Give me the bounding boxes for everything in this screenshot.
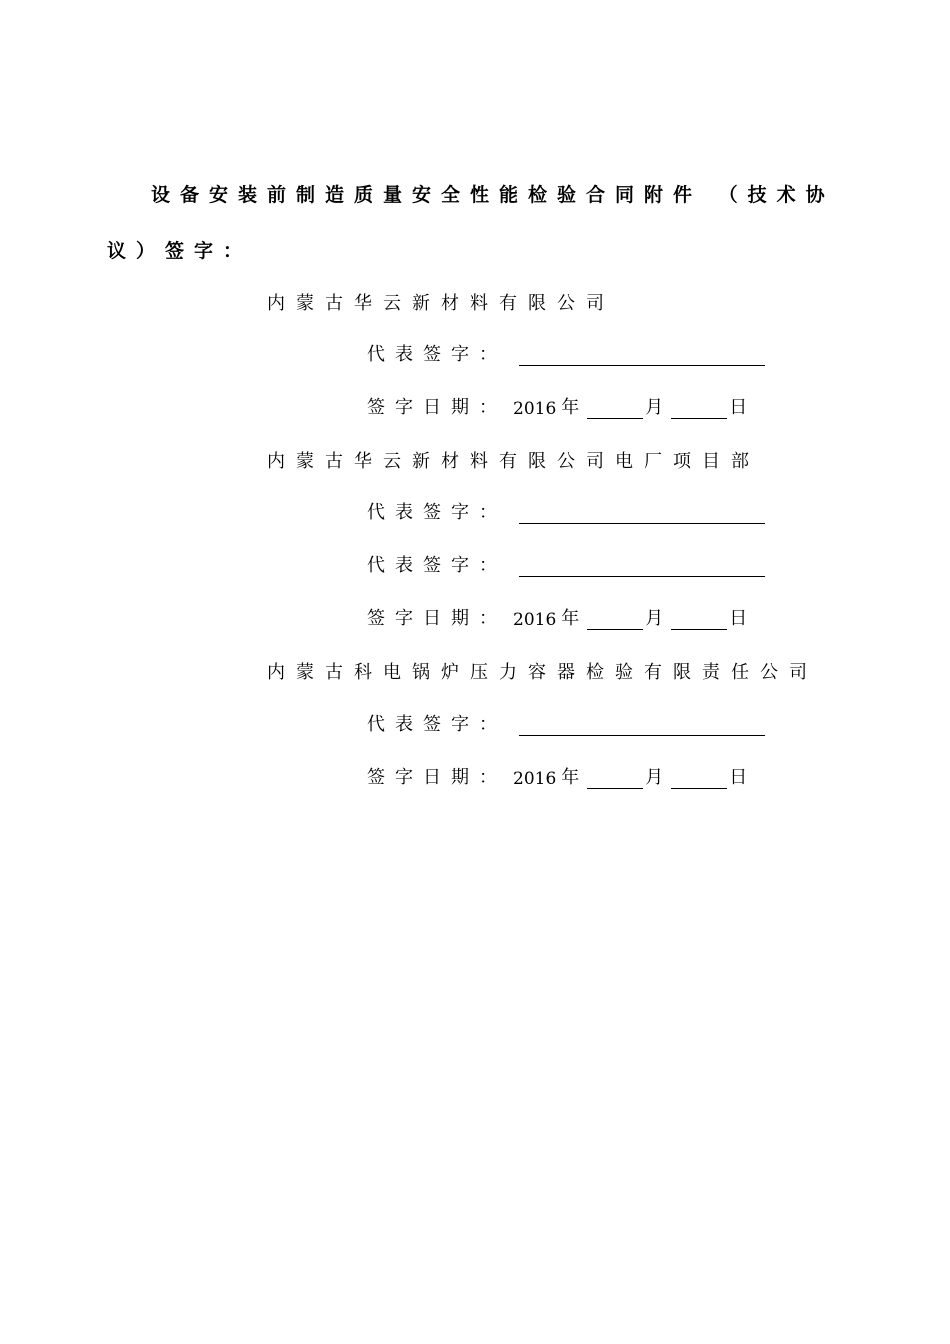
month-unit: 月 — [645, 767, 664, 788]
heading-line-2: 议）签字： — [107, 240, 253, 262]
year-value: 2016 — [513, 769, 557, 789]
signature-row-1 — [367, 340, 765, 366]
signature-line[interactable] — [519, 713, 765, 736]
signature-line[interactable] — [519, 343, 765, 366]
day-unit: 日 — [729, 397, 748, 418]
signature-line[interactable] — [519, 554, 765, 577]
heading-line-1: 设备安装前制造质量安全性能检验合同附件 （技术协 — [151, 184, 835, 206]
date-label: 签字日期： — [367, 608, 507, 629]
signature-label: 代表签字： — [367, 714, 507, 735]
day-unit: 日 — [729, 608, 748, 629]
day-blank[interactable] — [671, 396, 727, 419]
year-unit: 年 — [561, 608, 580, 629]
signature-label: 代表签字： — [367, 344, 507, 365]
day-blank[interactable] — [671, 607, 727, 630]
year-unit: 年 — [561, 767, 580, 788]
day-blank[interactable] — [671, 766, 727, 789]
year-value: 2016 — [513, 610, 557, 630]
date-row-2 — [367, 604, 747, 630]
date-row-1 — [367, 393, 747, 419]
date-label: 签字日期： — [367, 397, 507, 418]
date-row-3 — [367, 763, 747, 789]
month-blank[interactable] — [587, 766, 643, 789]
day-unit: 日 — [729, 767, 748, 788]
signature-label: 代表签字： — [367, 502, 507, 523]
month-blank[interactable] — [587, 396, 643, 419]
company-name-2: 内蒙古华云新材料有限公司电厂项目部 — [267, 451, 760, 472]
signature-label: 代表签字： — [367, 555, 507, 576]
signature-row-3 — [367, 710, 765, 736]
year-value: 2016 — [513, 399, 557, 419]
signature-row-2a — [367, 498, 765, 524]
month-unit: 月 — [645, 397, 664, 418]
company-name-1: 内蒙古华云新材料有限公司 — [267, 293, 615, 314]
signature-row-2b — [367, 551, 765, 577]
month-unit: 月 — [645, 608, 664, 629]
year-unit: 年 — [561, 397, 580, 418]
date-label: 签字日期： — [367, 767, 507, 788]
month-blank[interactable] — [587, 607, 643, 630]
signature-line[interactable] — [519, 501, 765, 524]
company-name-3: 内蒙古科电锅炉压力容器检验有限责任公司 — [267, 662, 818, 683]
